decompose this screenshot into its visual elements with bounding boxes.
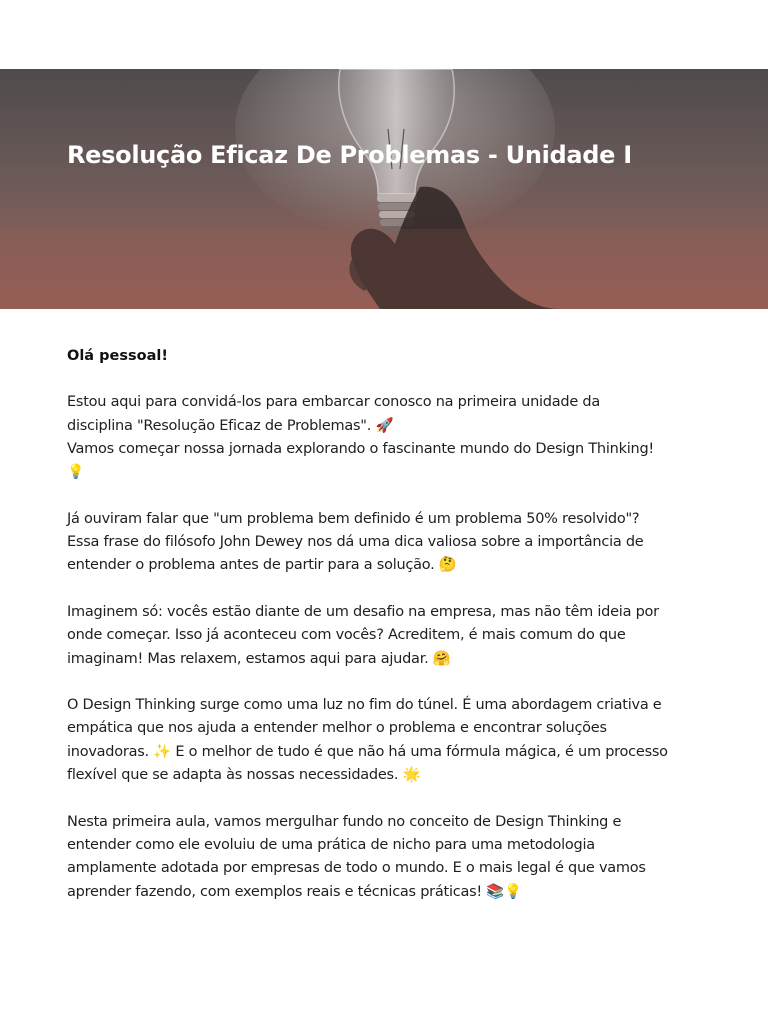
text-line: Vamos começar nossa jornada explorando o fascinante mundo do Design Thinking! bbox=[67, 440, 654, 457]
text-line: amplamente adotada por empresas de todo o mundo. E o mais legal é que vamos bbox=[67, 860, 646, 877]
paragraph-imagine bbox=[67, 601, 707, 671]
text-line: Imaginem só: vocês estão diante de um desafio na empresa, mas não têm ideia por bbox=[67, 603, 659, 620]
text-line: inovadoras. ✨ E o melhor de tudo é que não há uma fórmula mágica, é um processo bbox=[67, 743, 668, 760]
text-line: flexível que se adapta às nossas necessidades. 🌟 bbox=[67, 767, 421, 784]
text-line: Já ouviram falar que "um problema bem definido é um problema 50% resolvido"? bbox=[67, 510, 640, 527]
post-body bbox=[67, 345, 707, 927]
lightbulb-hand-image bbox=[0, 69, 768, 309]
text-line: Essa frase do filósofo John Dewey nos dá uma dica valiosa sobre a importância de bbox=[67, 534, 644, 551]
text-line: disciplina "Resolução Eficaz de Problemas". 🚀 bbox=[67, 417, 394, 434]
hero-banner bbox=[0, 69, 768, 309]
text-line: aprender fazendo, com exemplos reais e técnicas práticas! 📚💡 bbox=[67, 883, 522, 900]
text-line: O Design Thinking surge como uma luz no fim do túnel. É uma abordagem criativa e bbox=[67, 697, 662, 714]
paragraph-design-thinking bbox=[67, 694, 707, 787]
text-line: empática que nos ajuda a entender melhor o problema e encontrar soluções bbox=[67, 720, 607, 737]
text-line: Estou aqui para convidá-los para embarcar conosco na primeira unidade da bbox=[67, 394, 600, 411]
greeting: Olá pessoal! bbox=[67, 348, 168, 364]
paragraph-dewey-quote bbox=[67, 508, 707, 578]
text-line: Nesta primeira aula, vamos mergulhar fundo no conceito de Design Thinking e bbox=[67, 813, 622, 830]
text-line: entender como ele evoluiu de uma prática de nicho para uma metodologia bbox=[67, 836, 595, 853]
text-line: onde começar. Isso já aconteceu com vocês? Acreditem, é mais comum do que bbox=[67, 627, 626, 644]
text-line: imaginam! Mas relaxem, estamos aqui para ajudar. 🤗 bbox=[67, 650, 451, 667]
page-title: Resolução Eficaz De Problemas - Unidade I bbox=[67, 141, 632, 169]
text-line: entender o problema antes de partir para a solução. 🤔 bbox=[67, 557, 457, 574]
paragraph-invitation bbox=[67, 391, 707, 484]
paragraph-first-lesson bbox=[67, 811, 707, 904]
lightbulb-emoji: 💡 bbox=[67, 464, 85, 481]
